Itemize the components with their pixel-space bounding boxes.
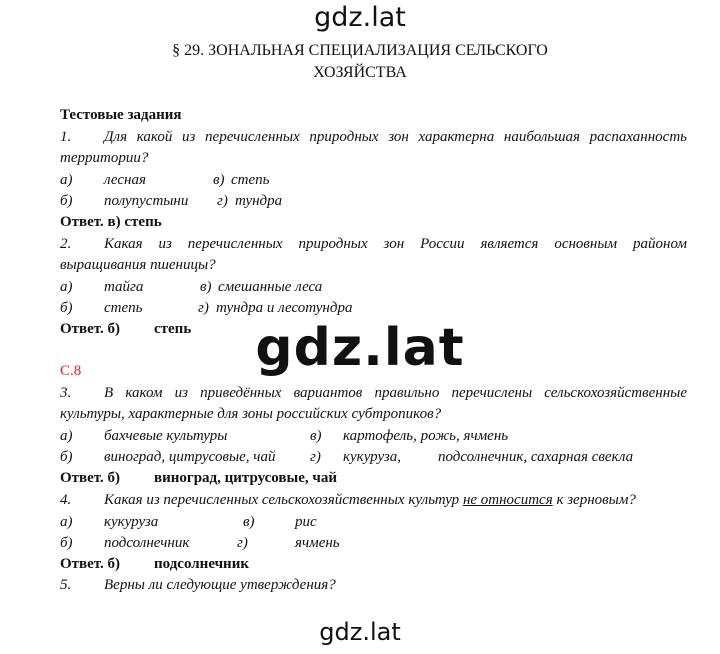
q3-number: 3.	[60, 385, 72, 401]
q2-number: 2.	[60, 236, 72, 252]
section-heading: Тестовые задания	[60, 107, 182, 123]
q3-answer-value: виноград, цитрусовые, чай	[154, 470, 338, 486]
q2-text-cont: выращивания пшеницы?	[60, 257, 216, 273]
q4-option-text: подсолнечник	[104, 535, 190, 551]
q3-answer-label: Ответ. б)	[60, 470, 121, 486]
q3-text-cont: культуры, характерные для зоны российских субтропиков?	[60, 406, 442, 422]
q3-option-letter: г)	[310, 449, 321, 465]
q1-text: Для какой из перечисленных природных зон характерна наибольшая распаханность	[104, 129, 687, 145]
page-title-line1: § 29. ЗОНАЛЬНАЯ СПЕЦИАЛИЗАЦИЯ СЕЛЬСКОГО	[172, 42, 548, 59]
q1-option-letter: а)	[60, 172, 73, 188]
q4-answer-label: Ответ. б)	[60, 556, 121, 572]
q4-option-letter: а)	[60, 514, 73, 530]
q3-option-text: бахчевые культуры	[104, 428, 228, 444]
q3-option-letter: в)	[310, 428, 322, 444]
page-marker: С.8	[60, 363, 82, 379]
q2-option-letter: а)	[60, 279, 73, 295]
q1-option-text: лесная	[104, 172, 146, 188]
q4-option-text: кукуруза	[104, 514, 159, 530]
q1-option-letter: г)	[217, 193, 228, 209]
q2-option-text: смешанные леса	[218, 279, 323, 295]
q2-answer-value: степь	[154, 321, 192, 337]
q2-option-letter: б)	[60, 300, 73, 316]
watermark-middle: gdz.lat	[255, 318, 465, 378]
q1-text-cont: территории?	[60, 150, 149, 166]
q4-text	[104, 491, 636, 509]
page-title-line2: ХОЗЯЙСТВА	[313, 64, 407, 81]
q4-number: 4.	[60, 492, 72, 508]
q1-answer: Ответ. в) степь	[60, 214, 162, 230]
q2-text: Какая из перечисленных природных зон России является основным районом	[104, 236, 687, 252]
q3-option-text: виноград, цитрусовые, чай	[104, 449, 276, 465]
watermark-top: gdz.lat	[314, 2, 406, 33]
q1-number: 1.	[60, 129, 72, 145]
q1-option-text: тундра	[235, 193, 283, 209]
watermark-bottom: gdz.lat	[319, 618, 401, 646]
q2-option-letter: г)	[198, 300, 209, 316]
q1-option-text: степь	[231, 172, 270, 188]
q2-option-letter: в)	[200, 279, 212, 295]
q1-option-letter: б)	[60, 193, 73, 209]
q4-text-underlined: не относится	[462, 492, 553, 508]
q3-option-letter: б)	[60, 449, 73, 465]
q4-text-after: к зерновым?	[556, 492, 636, 508]
q3-option-text: картофель, рожь, ячмень	[343, 428, 509, 444]
q3-option-text: подсолнечник, сахарная свекла	[438, 449, 634, 465]
q4-answer-value: подсолнечник	[154, 556, 249, 572]
q4-option-letter: б)	[60, 535, 73, 551]
q2-option-text: тайга	[104, 279, 144, 295]
q1-option-text: полупустыни	[104, 193, 189, 209]
q3-option-text: кукуруза,	[343, 449, 402, 465]
q1-option-letter: в)	[213, 172, 225, 188]
q2-answer-label: Ответ. б)	[60, 321, 121, 337]
q3-text: В каком из приведённых вариантов правильно перечислены сельскохозяйственные	[104, 385, 687, 401]
q4-text-before: Какая из перечисленных сельскохозяйственных культур	[104, 492, 460, 508]
q4-option-letter: в)	[243, 514, 255, 530]
q2-option-text: степь	[104, 300, 143, 316]
q2-option-text: тундра и лесотундра	[216, 300, 353, 316]
q5-text: Верны ли следующие утверждения?	[104, 577, 336, 593]
q4-option-text: ячмень	[295, 535, 340, 551]
q3-option-letter: а)	[60, 428, 73, 444]
q4-option-letter: г)	[237, 535, 248, 551]
q5-number: 5.	[60, 577, 72, 593]
q4-option-text: рис	[295, 514, 317, 530]
